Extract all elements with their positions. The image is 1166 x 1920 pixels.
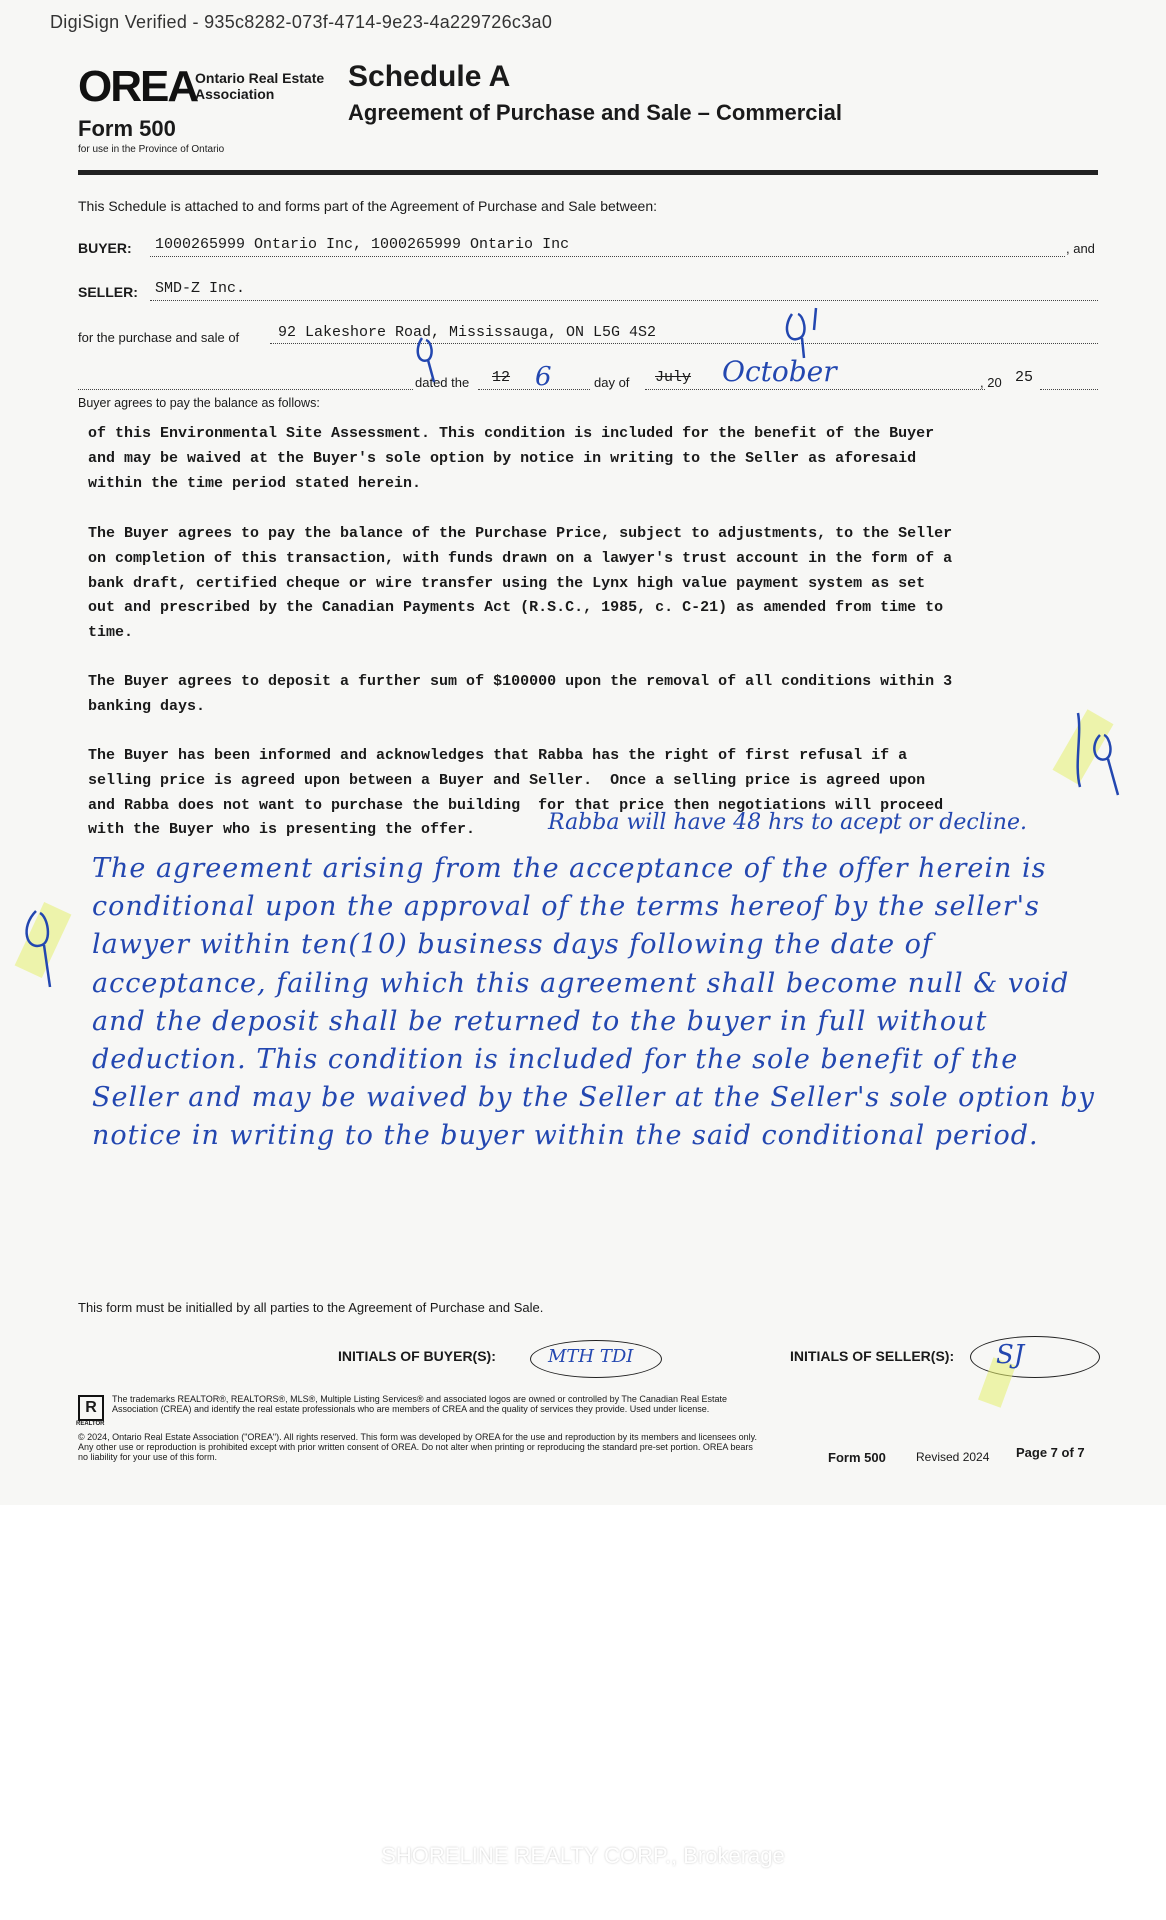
form-number: Form 500 bbox=[78, 116, 176, 141]
initial-mark-month bbox=[778, 300, 838, 360]
year-value: 25 bbox=[1015, 369, 1034, 386]
brokerage-watermark: SHORELINE REALTY CORP., Brokerage bbox=[381, 1843, 785, 1868]
day-line bbox=[478, 389, 590, 390]
header-rule bbox=[78, 170, 1098, 175]
footer-form-number: Form 500 bbox=[828, 1450, 886, 1465]
footer-revised: Revised 2024 bbox=[916, 1450, 990, 1464]
seller-line bbox=[150, 300, 1098, 301]
and-label: , and bbox=[1066, 241, 1095, 256]
schedule-title: Schedule A bbox=[348, 60, 511, 93]
purchase-label: for the purchase and sale of bbox=[78, 330, 240, 345]
digisign-id: DigiSign Verified - 935c8282-073f-4714-9e23-4a229726c3a0 bbox=[50, 12, 553, 32]
trademark-notice: The trademarks REALTOR®, REALTORS®, MLS®, Multiple Listing Services® and associated logos are owned or controlled by The Canadian Real Estate Association (CREA) and identify the real estate professionals who are members of CREA and the quality of services they provide. Used under license. bbox=[112, 1394, 727, 1414]
initial-mark-right bbox=[1060, 705, 1140, 805]
handwritten-clause: The agreement arising from the acceptance of the offer herein is conditional upon the approval of the terms hereof by the seller's lawyer within ten(10) business days following the date of acceptance, failing which this agreement shall become null & void and the deposit shall be returned to the buyer in full without deduction. This condition is included for the sole benefit of the Seller and may be waived by the Seller at the Seller's sole option by notice in writing to the buyer within the said conditional period. bbox=[92, 853, 1095, 1152]
realtor-caption: REALTOR bbox=[76, 1421, 105, 1427]
month-handwritten: October bbox=[722, 355, 837, 388]
initial-note: This form must be initialled by all parties to the Agreement of Purchase and Sale. bbox=[78, 1300, 544, 1315]
dated-lead-line bbox=[78, 389, 413, 390]
property-value: 92 Lakeshore Road, Mississauga, ON L5G 4S2 bbox=[278, 324, 657, 341]
seller-initials-value: SJ bbox=[996, 1340, 1025, 1370]
intro-text: This Schedule is attached to and forms part of the Agreement of Purchase and Sale between: bbox=[78, 198, 658, 214]
copyright-notice: © 2024, Ontario Real Estate Association ("OREA"). All rights reserved. This form was developed by OREA for the use and reproduction by its members and licensees only. Any other use or reproduction is prohibited except with prior written consent of OREA. Do not alter when printing or reproducing the standard pre-set portion. OREA bears no liability for your use of this form. bbox=[78, 1432, 758, 1462]
dated-label: dated the bbox=[415, 375, 470, 390]
initial-mark-day bbox=[410, 330, 450, 385]
year-prefix: , 20 bbox=[980, 375, 1002, 390]
seller-value: SMD-Z Inc. bbox=[155, 280, 246, 297]
month-line bbox=[645, 389, 985, 390]
association-name: Ontario Real Estate Association bbox=[195, 70, 325, 102]
initial-mark-left bbox=[12, 895, 82, 995]
handwritten-rabba-note: Rabba will have 48 hrs to acept or decline. bbox=[548, 810, 1027, 835]
buyer-line bbox=[150, 256, 1065, 257]
buyer-initials-label: INITIALS OF BUYER(S): bbox=[338, 1348, 496, 1364]
buyer-value: 1000265999 Ontario Inc, 1000265999 Ontario Inc bbox=[155, 236, 570, 253]
seller-label: SELLER: bbox=[78, 284, 138, 300]
month-struck: July bbox=[655, 369, 692, 386]
clause-further-deposit: The Buyer agrees to deposit a further sum of $100000 upon the removal of all conditions within 3 banking days. bbox=[88, 673, 953, 715]
dayof-label: day of bbox=[594, 375, 630, 390]
realtor-r-logo: R bbox=[78, 1395, 104, 1421]
seller-initials-label: INITIALS OF SELLER(S): bbox=[790, 1348, 955, 1364]
day-struck: 12 bbox=[492, 369, 511, 386]
form-subtitle: for use in the Province of Ontario bbox=[78, 144, 225, 155]
balance-label: Buyer agrees to pay the balance as follows: bbox=[78, 396, 320, 410]
year-line bbox=[1040, 389, 1098, 390]
buyer-label: BUYER: bbox=[78, 240, 132, 256]
clause-environmental: of this Environmental Site Assessment. This condition is included for the benefit of the Buyer and may be waived at the Buyer's sole option by notice in writing to the Seller as aforesaid within the time period stated herein. bbox=[88, 425, 935, 492]
footer-page-number: Page 7 of 7 bbox=[1016, 1445, 1085, 1460]
orea-logo: OREA bbox=[78, 62, 198, 111]
buyer-initials-value: MTH TDI bbox=[548, 1346, 634, 1367]
day-handwritten: 6 bbox=[535, 362, 552, 392]
clause-balance-payment: The Buyer agrees to pay the balance of the Purchase Price, subject to adjustments, to the Seller on completion of this transaction, with funds drawn on a lawyer's trust account in the form of a bank draft, certified cheque or wire transfer using the Lynx high value payment system as set out and prescribed by the Canadian Payments Act (R.S.C., 1985, c. C-21) as amended from time to time. bbox=[88, 525, 953, 642]
clause-right-of-first-refusal: The Buyer has been informed and acknowledges that Rabba has the right of first refusal if a selling price is agreed upon between a Buyer and Seller. Once a selling price is agreed upon and Rabba does not want to purchase the building for that price then negotiations will proceed with the Buyer who is presenting the offer. bbox=[88, 747, 944, 839]
agreement-title: Agreement of Purchase and Sale – Commercial bbox=[348, 100, 842, 125]
property-line bbox=[270, 343, 1098, 344]
